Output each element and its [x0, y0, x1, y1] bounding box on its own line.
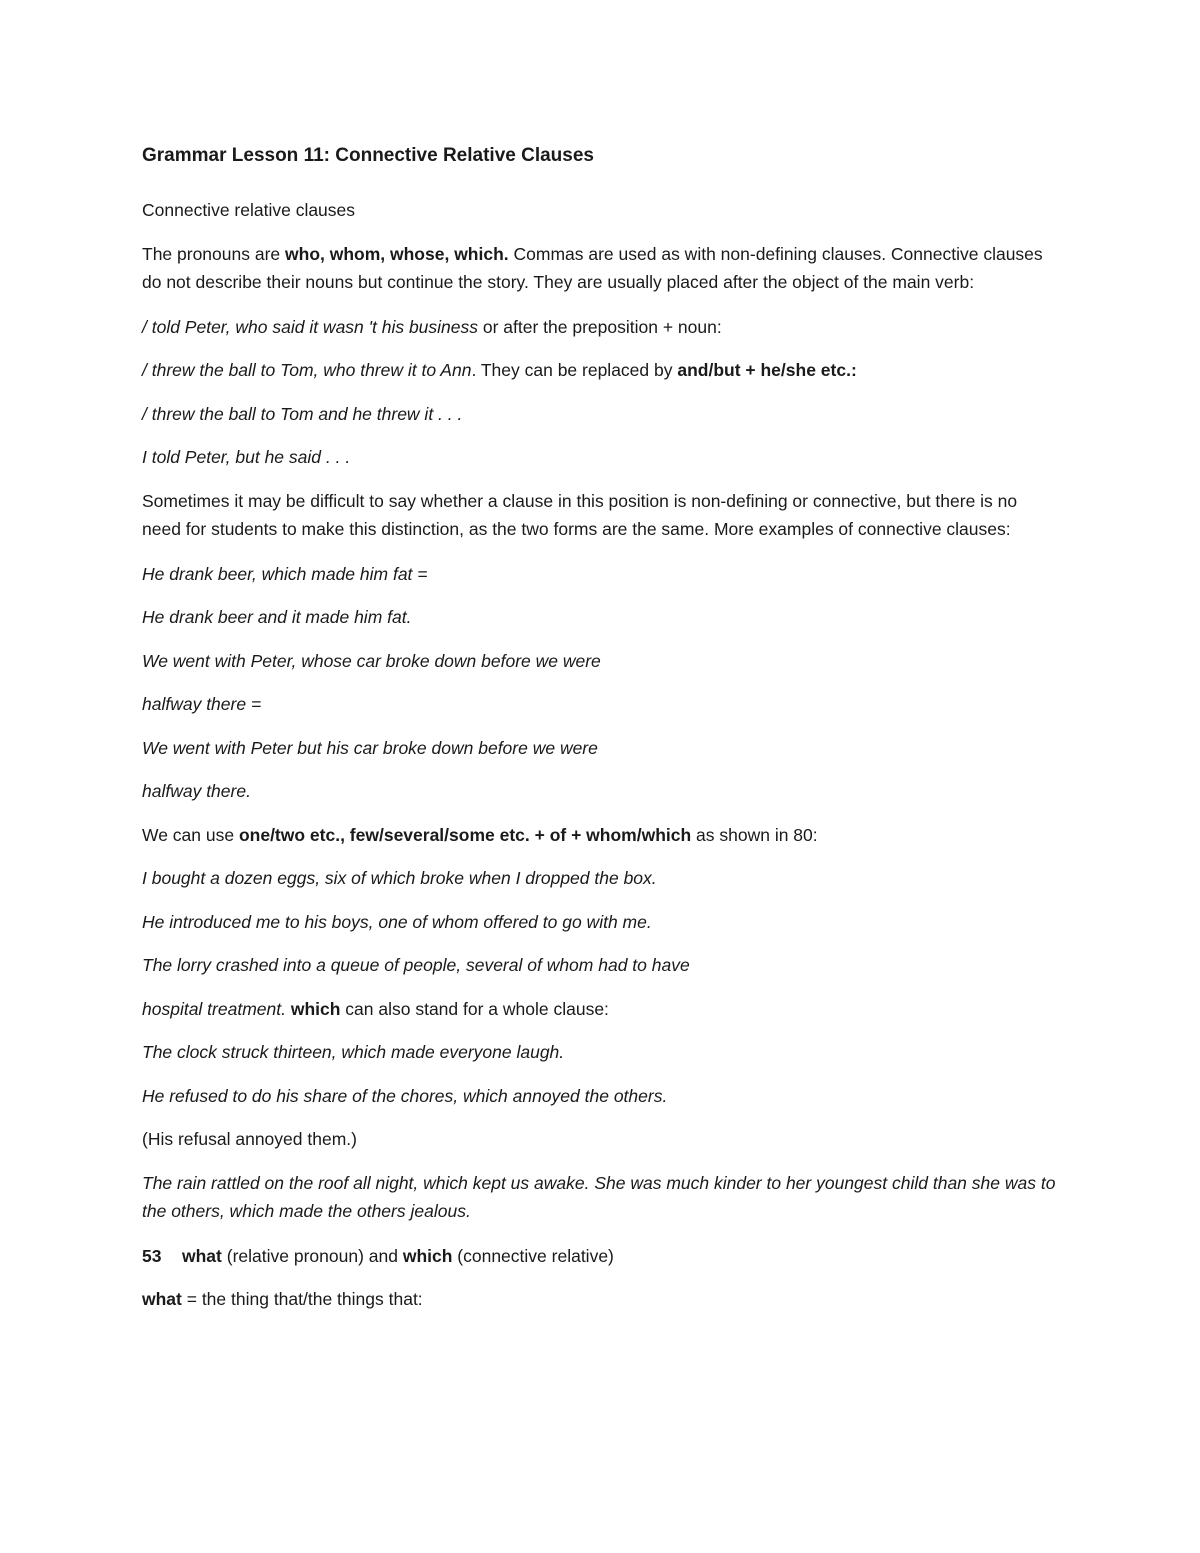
section-53-heading: 53 what (relative pronoun) and which (connective relative): [142, 1242, 1057, 1271]
example-halfway-1: halfway there =: [142, 694, 262, 714]
example-beer-and: He drank beer and it made him fat.: [142, 607, 412, 627]
section-subtitle: Connective relative clauses: [142, 200, 356, 220]
example-eggs: I bought a dozen eggs, six of which broke when I dropped the box.: [142, 868, 657, 888]
section-number: 53: [142, 1245, 162, 1266]
document-page: [142, 142, 1057, 1329]
example-rain: The rain rattled on the roof all night, which kept us awake. She was much kinder to her youngest child than she was to the others, which made the others jealous.: [142, 1172, 1056, 1221]
page-title: Grammar Lesson 11: Connective Relative Clauses: [142, 145, 594, 166]
paragraph-what-definition: what = the thing that/the things that:: [142, 1289, 423, 1309]
example-peter-whose: We went with Peter, whose car broke down before we were: [142, 650, 601, 671]
paragraph-pronouns: The pronouns are who, whom, whose, which. Commas are used as with non-defining clauses. Connective clauses do not describe their nouns but continue the story. They are usually placed after the object of the main verb:: [142, 243, 1043, 292]
paragraph-sometimes: Sometimes it may be difficult to say whether a clause in this position is non-defining or connective, but there is no need for students to make this distinction, as the two forms are the same. More examples of connective clauses:: [142, 490, 1018, 539]
pronoun-list: who, whom, whose, which.: [285, 243, 509, 264]
example-told-peter: / told Peter, who said it wasn 't his business or after the preposition + noun:: [142, 316, 722, 337]
example-beer-which: He drank beer, which made him fat =: [142, 563, 428, 584]
paragraph-we-can-use: We can use one/two etc., few/several/some etc. + of + whom/which as shown in 80:: [142, 824, 818, 845]
example-told-peter-but: I told Peter, but he said . . .: [142, 447, 351, 467]
example-refusal: (His refusal annoyed them.): [142, 1129, 357, 1149]
paragraph-hospital: hospital treatment. which can also stand for a whole clause:: [142, 998, 609, 1019]
example-threw-ball-and: / threw the ball to Tom and he threw it . . .: [142, 403, 463, 424]
example-lorry: The lorry crashed into a queue of people, several of whom had to have: [142, 955, 690, 975]
example-halfway-2: halfway there.: [142, 781, 251, 801]
example-threw-ball: / threw the ball to Tom, who threw it to Ann. They can be replaced by and/but + he/she etc.:: [142, 360, 857, 380]
example-clock: The clock struck thirteen, which made everyone laugh.: [142, 1042, 565, 1062]
example-boys: He introduced me to his boys, one of whom offered to go with me.: [142, 911, 652, 932]
example-peter-but: We went with Peter but his car broke down before we were: [142, 737, 598, 758]
example-chores: He refused to do his share of the chores, which annoyed the others.: [142, 1085, 668, 1106]
